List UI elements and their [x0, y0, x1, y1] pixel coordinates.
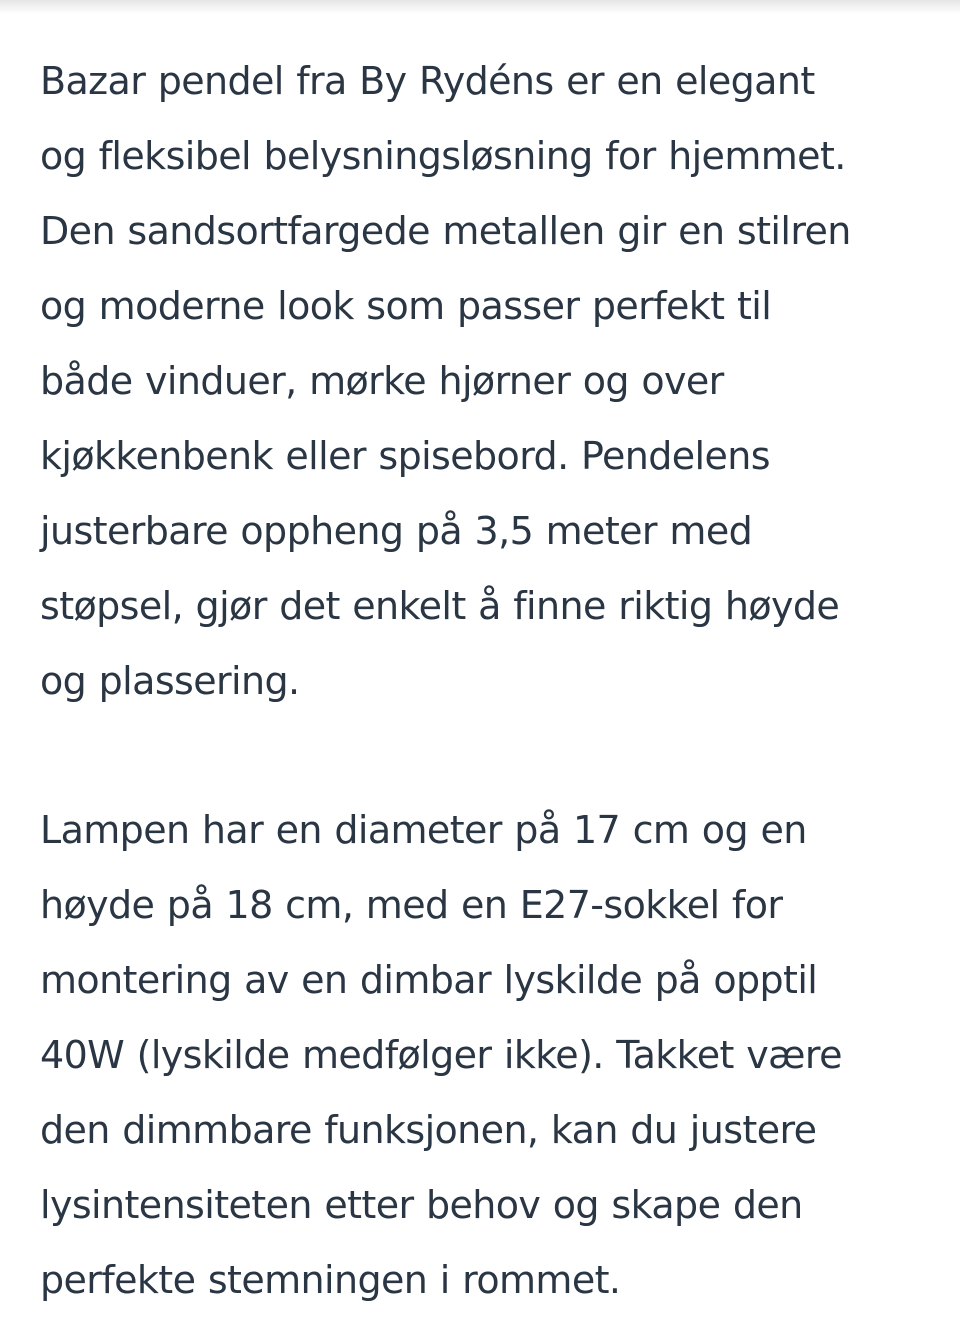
- paragraph-spacer: [40, 719, 940, 793]
- text-line: støpsel, gjør det enkelt å finne riktig høyde: [40, 584, 840, 628]
- text-line: Lampen har en diameter på 17 cm og en: [40, 808, 807, 852]
- text-line: både vinduer, mørke hjørner og over: [40, 359, 724, 403]
- text-line: den dimmbare funksjonen, kan du justere: [40, 1108, 817, 1152]
- description-paragraph-2: [40, 793, 940, 1318]
- text-line: og fleksibel belysningsløsning for hjemmet.: [40, 134, 846, 178]
- text-line: høyde på 18 cm, med en E27-sokkel for: [40, 883, 783, 927]
- text-line: lysintensiteten etter behov og skape den: [40, 1183, 803, 1227]
- text-line: kjøkkenbenk eller spisebord. Pendelens: [40, 434, 770, 478]
- text-line: justerbare oppheng på 3,5 meter med: [40, 509, 753, 553]
- text-line: og plassering.: [40, 659, 300, 703]
- text-line: perfekte stemningen i rommet.: [40, 1258, 621, 1302]
- description-paragraph-1: [40, 44, 940, 719]
- product-description: [40, 44, 940, 1318]
- text-line: Den sandsortfargede metallen gir en stilren: [40, 209, 851, 253]
- text-line: og moderne look som passer perfekt til: [40, 284, 772, 328]
- text-line: 40W (lyskilde medfølger ikke). Takket være: [40, 1033, 842, 1077]
- text-line: Bazar pendel fra By Rydéns er en elegant: [40, 59, 815, 103]
- top-shadow: [0, 0, 960, 14]
- text-line: montering av en dimbar lyskilde på opptil: [40, 958, 818, 1002]
